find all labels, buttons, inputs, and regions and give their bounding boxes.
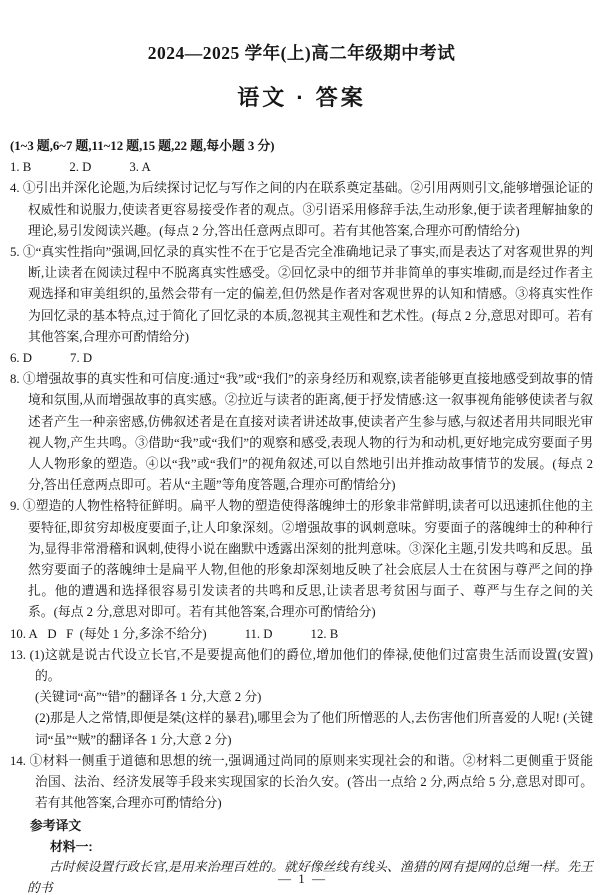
choice-answer: 12. B — [310, 626, 339, 641]
answer-item-8: 8. ①增强故事的真实性和可信度:通过“我”或“我们”的亲身经历和观察,读者能够更直接地感受到故事的情境和氛围,从而增强故事的真实感。②拉近与读者的距离,便于抒发情感:这一叙事视角能够使读者与叙述者产生一种亲密感,仿佛叙述者是在直接对读者讲述故事,使读者产生参与感,与叙述者用共同眼光审视人物,产生共鸣。③借助“我”或“我们”的观察和感受,表现人物的行为和动机,更好地完成穷要面子男人人物形象的塑造。④以“我”或“我们”的视角叙述,可以自然地引出并推动故事情节的发展。(每点 2 分,答出任意两点即可。若从“主题”等角度答题,合理亦可酌情给分) — [10, 372, 594, 493]
material-one-heading: 材料一: — [50, 838, 93, 854]
choice-answer: 10. A D F (每处 1 分,多涂不给分) — [10, 626, 207, 641]
question-number: 9. — [10, 499, 23, 514]
question-number: 14. — [10, 753, 30, 768]
choice-answers-row — [10, 157, 593, 178]
answer-body — [10, 136, 593, 895]
question-number: 5. — [10, 245, 23, 260]
page-number: — 1 — — [278, 871, 327, 886]
question-number: 8. — [10, 372, 23, 387]
reference-translation-heading: 参考译文 — [30, 817, 82, 833]
answer-item-13-part-3: (2)那是人之常情,即便是桀(这样的暴君),哪里会为了他们所憎恶的人,去伤害他们所喜爱的人呢! (关键词“虽”“贼”的翻译各 1 分,大意 2 分) — [35, 711, 593, 747]
answer-item-13: 13. (1)这就是说古代设立长官,不是要提高他们的爵位,增加他们的俸禄,使他们过富贵生活而设置(安置)的。 — [10, 647, 593, 684]
subject-answer-title: 语文 · 答案 — [237, 85, 366, 110]
scoring-note: (1~3 题,6~7 题,11~12 题,15 题,22 题,每小题 3 分) — [10, 139, 275, 153]
answer-item-9: 9. ①塑造的人物性格特征鲜明。扁平人物的塑造使得落魄绅士的形象非常鲜明,读者可以迅速抓住他的主要特征,即贫穷却极度要面子,让人印象深刻。②增强故事的讽刺意味。穷要面子的落魄绅士的种种行为,显得非常滑稽和讽刺,使得小说在幽默中透露出深刻的批判意味。③深化主题,引发共鸣和反思。虽然穷要面子的落魄绅士是扁平人物,但他的形象却深刻地反映了社会底层人士在贫困与尊严之间的挣扎。他的遭遇和选择很容易引发读者的共鸣和反思,让读者思考贫困与面子、尊严与生存之间的关系。(每点 2 分,意思对即可。若有其他答案,合理亦可酌情给分) — [10, 499, 594, 620]
question-number: 4. — [10, 181, 23, 196]
choice-answer: 6. D — [10, 351, 33, 366]
answer-item-14: 14. ①材料一侧重于道德和思想的统一,强调通过尚同的原则来实现社会的和谐。②材料二更侧重于贤能治国、法治、经济发展等手段来实现国家的长治久安。(答出一点给 2 分,两点给 5 分,意思对即可。若有其他答案,合理亦可酌情给分) — [10, 753, 593, 811]
answer-item-5: 5. ①“真实性指向”强调,回忆录的真实性不在于它是否完全准确地记录了事实,而是表达了对客观世界的判断,让读者在阅读过程中不脱离真实性感受。②回忆录中的细节并非简单的事实堆砌,而是经过作者主观选择和审美组织的,虽然会带有一定的偏差,但仍然是作者对客观世界的认知和情感。③将真实性作为回忆录的基本特点,过于简化了回忆录的本质,忽视其主观性和艺术性。(每点 2 分,意思对即可。若有其他答案,合理亦可酌情给分) — [10, 245, 593, 344]
choice-answer: 7. D — [70, 351, 93, 366]
choice-answer: 3. A — [129, 160, 151, 175]
choice-answer: 2. D — [69, 160, 92, 175]
answer-item-4: 4. ①引出并深化论题,为后续探讨记忆与写作之间的内在联系奠定基础。②引用两则引文,能够增强论证的权威性和说服力,使读者更容易接受作者的观点。③引语采用修辞手法,生动形象,便于读者理解抽象的理论,易引发阅读兴趣。(每点 2 分,答出任意两点即可。若有其他答案,合理亦可酌情给分) — [10, 181, 594, 238]
choice-answers-row — [10, 348, 593, 369]
exam-title: 2024—2025 学年(上)高二年级期中考试 — [147, 43, 456, 63]
choice-answers-row — [10, 624, 593, 645]
translation-text: 古时候设置行政长官,是用来治理百姓的。就好像丝线有线头、渔猎的网有提网的总绳一样。先王的书 — [27, 859, 593, 895]
choice-answer: 11. D — [244, 626, 273, 641]
answer-item-13-part-2: (关键词“高”“错”的翻译各 1 分,大意 2 分) — [35, 690, 262, 705]
choice-answer: 1. B — [10, 160, 32, 175]
question-number: 13. — [10, 647, 30, 662]
